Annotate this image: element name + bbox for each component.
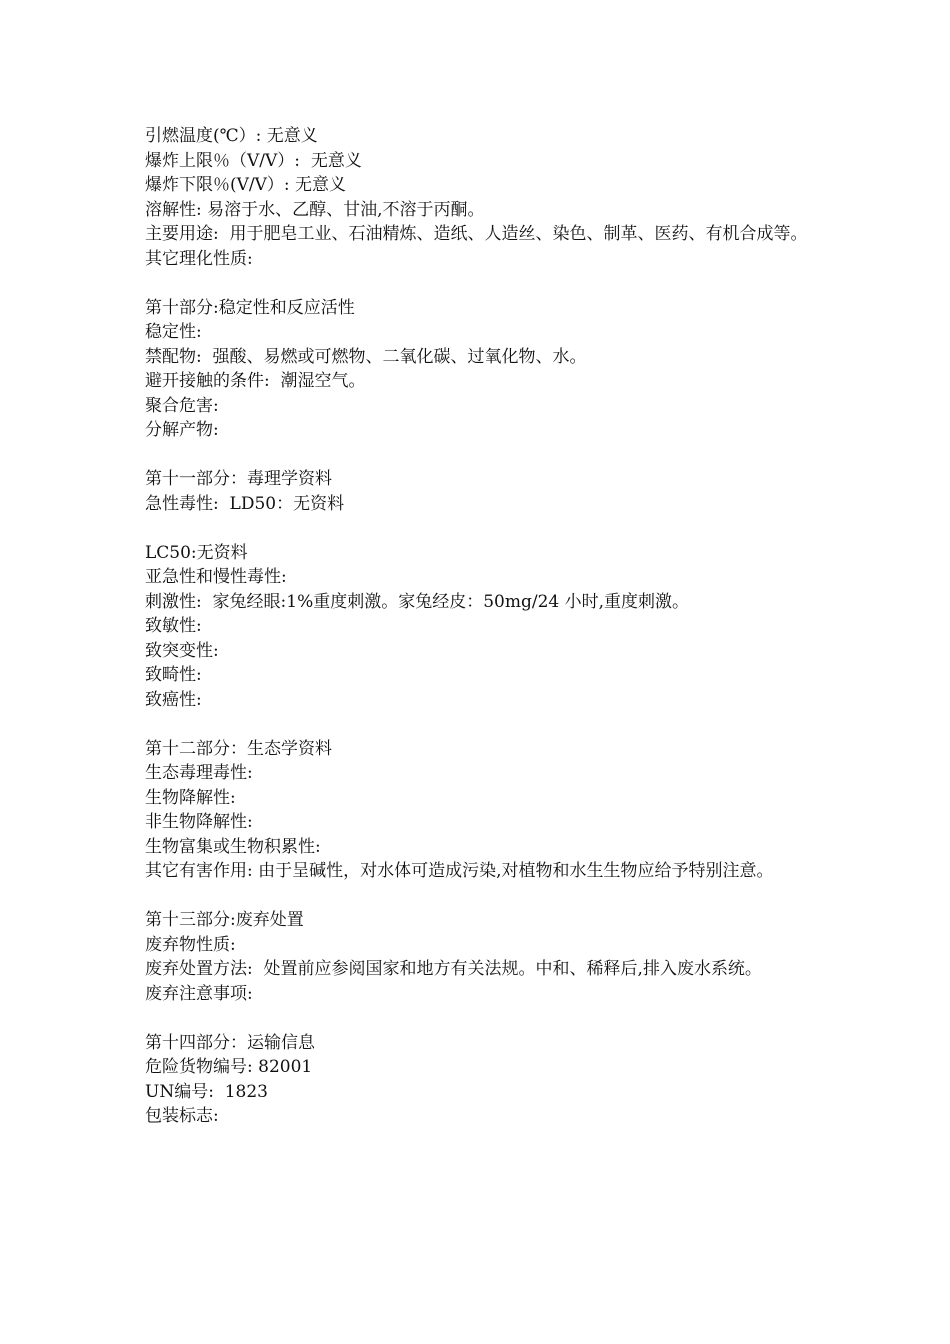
stability-line: 稳定性: <box>145 322 202 342</box>
lower-explosive-limit-line: 爆炸下限％(V/V）: 无意义 <box>145 175 347 195</box>
irritation-line: 刺激性: 家兔经眼:1%重度刺激。家兔经皮：50mg/24 小时,重度刺激。 <box>145 591 690 612</box>
lc50-line: LC50:无资料 <box>145 542 248 563</box>
disposal-precautions-line: 废弃注意事项: <box>145 983 253 1004</box>
ecotoxicity-line: 生态毒理毒性: <box>145 763 253 783</box>
other-properties-line: 其它理化性质: <box>145 248 253 269</box>
sensitization-line: 致敏性: <box>145 616 202 636</box>
blank-line <box>145 516 815 541</box>
disposal-method-line: 废弃处置方法: 处置前应参阅国家和地方有关法规。中和、稀释后,排入废水系统。 <box>145 959 762 979</box>
carcinogenicity-line: 致癌性: <box>145 689 202 710</box>
section-10-heading: 第十部分:稳定性和反应活性 <box>145 297 355 318</box>
chronic-toxicity-line: 亚急性和慢性毒性: <box>145 567 287 587</box>
section-14-heading: 第十四部分：运输信息 <box>145 1032 315 1053</box>
ignition-temperature-line: 引燃温度(℃）: 无意义 <box>145 126 318 146</box>
teratogenicity-line: 致畸性: <box>145 665 202 685</box>
blank-line <box>145 271 815 296</box>
main-uses-line: 主要用途: 用于肥皂工业、石油精炼、造纸、人造丝、染色、制革、医药、有机合成等。 <box>145 224 808 244</box>
un-number-line: UN编号: 1823 <box>145 1081 269 1102</box>
blank-line <box>145 443 815 468</box>
other-harmful-effects-line: 其它有害作用: 由于呈碱性，对水体可造成污染,对植物和水生生物应给予特别注意。 <box>145 861 774 881</box>
bioaccumulation-line: 生物富集或生物积累性: <box>145 836 321 857</box>
section-13-heading: 第十三部分:废弃处置 <box>145 910 304 930</box>
mutagenicity-line: 致突变性: <box>145 640 219 661</box>
incompatible-materials-line: 禁配物: 强酸、易燃或可燃物、二氧化碳、过氧化物、水。 <box>145 346 587 367</box>
waste-properties-line: 废弃物性质: <box>145 934 236 955</box>
non-biodegradability-line: 非生物降解性: <box>145 812 253 832</box>
acute-toxicity-line: 急性毒性: LD50：无资料 <box>145 493 345 514</box>
packaging-label-line: 包装标志: <box>145 1106 219 1126</box>
biodegradability-line: 生物降解性: <box>145 787 236 808</box>
section-12-heading: 第十二部分：生态学资料 <box>145 738 332 759</box>
section-11-heading: 第十一部分：毒理学资料 <box>145 469 332 489</box>
solubility-line: 溶解性: 易溶于水、乙醇、甘油,不溶于丙酮。 <box>145 199 485 220</box>
blank-line <box>145 884 815 909</box>
polymerization-hazard-line: 聚合危害: <box>145 395 219 416</box>
document-body <box>145 124 815 1129</box>
decomposition-products-line: 分解产物: <box>145 420 219 440</box>
dangerous-goods-number-line: 危险货物编号: 82001 <box>145 1057 313 1077</box>
conditions-to-avoid-line: 避开接触的条件: 潮湿空气。 <box>145 371 366 391</box>
blank-line <box>145 1006 815 1031</box>
upper-explosive-limit-line: 爆炸上限％（V/V）: 无意义 <box>145 150 362 171</box>
blank-line <box>145 712 815 737</box>
